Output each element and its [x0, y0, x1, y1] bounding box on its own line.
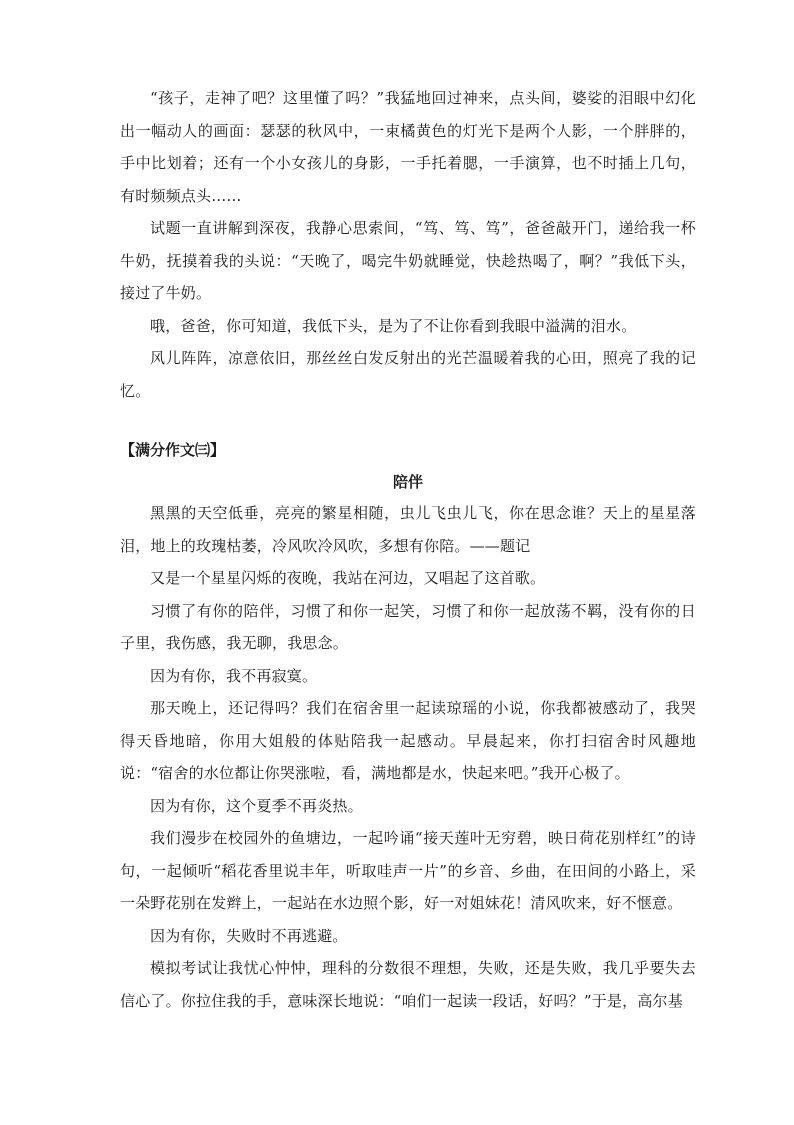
document-body: [120, 82, 696, 1017]
essay-title: 陪伴: [392, 473, 423, 491]
paragraph: 那天晚上，还记得吗？我们在宿舍里一起读琼瑶的小说，你我都被感动了，我哭得天昏地暗，你用大姐般的体贴陪我一起感动。早晨起来，你打扫宿舍时风趣地说：“宿舍的水位都让你哭涨啦，看，满地都是水，快起来吧。”我开心极了。: [120, 699, 696, 782]
paragraph: 风儿阵阵，凉意依旧，那丝丝白发反射出的光芒温暖着我的心田，照亮了我的记忆。: [120, 349, 696, 400]
section-header: 【满分作文㈢】: [120, 441, 226, 459]
paragraph: “孩子，走神了吧？这里懂了吗？”我猛地回过神来，点头间，婆娑的泪眼中幻化出一幅动人的画面：瑟瑟的秋风中，一束橘黄色的灯光下是两个人影，一个胖胖的，手中比划着；还有一个小女孩儿的身影，一手托着腮，一手演算，也不时插上几句，有时频频点头……: [120, 89, 696, 205]
paragraph: 习惯了有你的陪伴，习惯了和你一起笑，习惯了和你一起放荡不羁，没有你的日子里，我伤感，我无聊，我思念。: [120, 601, 696, 652]
paragraph: 因为有你，我不再寂寞。: [150, 666, 318, 685]
paragraph: 试题一直讲解到深夜，我静心思索间，“笃、笃、笃”，爸爸敲开门，递给我一杯牛奶，抚摸着我的头说：“天晚了，喝完牛奶就睡觉，快趁热喝了，啊？”我低下头，接过了牛奶。: [120, 219, 696, 302]
paragraph: 因为有你，这个夏季不再炎热。: [150, 796, 363, 815]
paragraph: 模拟考试让我忧心忡忡，理科的分数很不理想，失败，还是失败，我几乎要失去信心了。你拉住我的手，意味深长地说：“咱们一起读一段话，好吗？”于是，高尔基: [120, 959, 696, 1010]
paragraph: 我们漫步在校园外的鱼塘边，一起吟诵“接天莲叶无穷碧，映日荷花别样红”的诗句，一起倾听“稻花香里说丰年，听取哇声一片”的乡音、乡曲，在田间的小路上，采一朵野花别在发辫上，一起站在水边照个影，好一对姐妹花！清风吹来，好不惬意。: [120, 829, 696, 912]
paragraph: 又是一个星星闪烁的夜晚，我站在河边，又唱起了这首歌。: [150, 569, 546, 587]
paragraph: 哦，爸爸，你可知道，我低下头，是为了不让你看到我眼中溢满的泪水。: [150, 316, 637, 335]
paragraph: 因为有你，失败时不再逃避。: [150, 926, 348, 945]
paragraph: 黑黑的天空低垂，亮亮的繁星相随，虫儿飞虫儿飞，你在思念谁？天上的星星落泪，地上的玫瑰枯萎，冷风吹冷风吹，多想有你陪。——题记: [120, 504, 696, 555]
